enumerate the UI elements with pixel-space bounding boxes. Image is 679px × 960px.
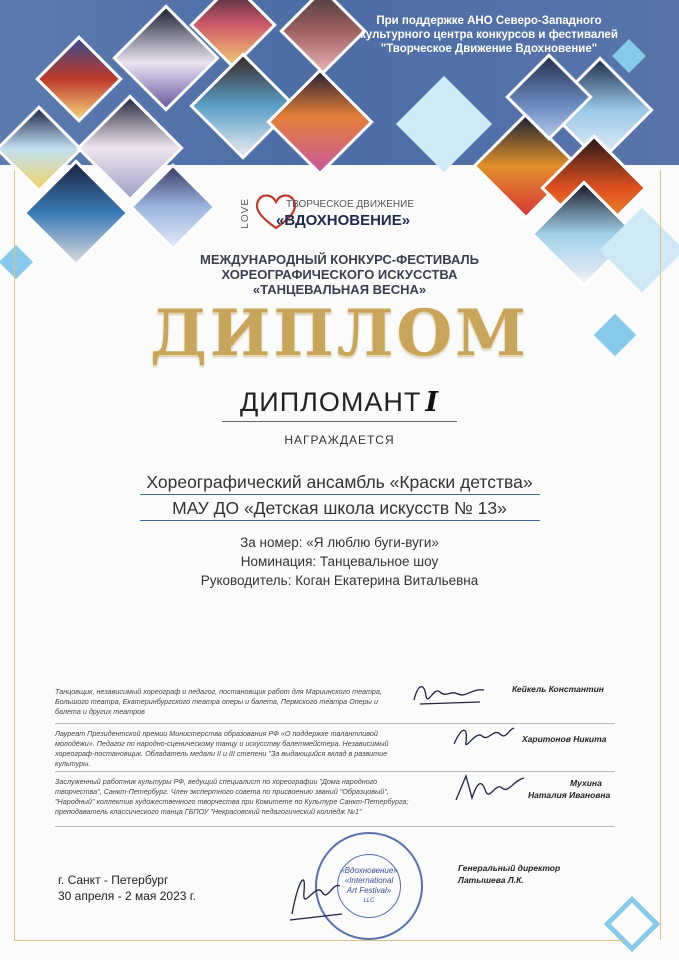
signature-2 <box>448 722 518 754</box>
laureate-text: ДИПЛОМАНТ <box>240 387 422 417</box>
jury-name: Кейкель Константин <box>512 684 604 694</box>
dates-text: 30 апреля - 2 мая 2023 г. <box>58 889 197 903</box>
support-text <box>339 14 639 56</box>
seal-line: «Вдохновение» <box>340 866 398 875</box>
laureate-degree: I <box>425 387 439 418</box>
seal-line: Art Festival» <box>346 886 392 895</box>
winner-line-1: Хореографический ансамбль «Краски детства» <box>146 472 533 492</box>
seal-line: LLC <box>363 898 375 904</box>
city-text: г. Санкт - Петербург <box>58 873 169 887</box>
detail-leader: Руководитель: Коган Екатерина Витальевна <box>200 573 479 588</box>
detail-nomination: Номинация: Танцевальное шоу <box>240 554 439 569</box>
director-block <box>458 862 560 886</box>
jury-name: Наталия Ивановна <box>528 790 611 800</box>
logo-subtitle: ТВОРЧЕСКОЕ ДВИЖЕНИЕ <box>286 199 415 210</box>
jury-description: Заслуженный работник культуры РФ, ведущий специалист по хореографии "Дома народного творчества", Санкт-Петербург. Член экспертного совета по присвоению званий "Образцовый", "Народный" коллектив художественного творчества при Комитете по Культуре Санкт-Петербурга; преподаватель классического танца ГБПОУ "Некрасовский педагогический колледж №1" <box>55 777 409 816</box>
seal-line: «International <box>344 876 394 885</box>
jury-description: Лауреат Президентской премии Министерства образования РФ «О поддержке талантливой молодёжи». Педагог по народно-сценическому танцу и искусству балетмейстера. Независимый хореограф-постановщик. Обладатель медали II и III степени "За выдающийся вклад в развитие культуры. <box>55 729 389 768</box>
city-date <box>58 872 196 904</box>
director-signature <box>282 862 352 924</box>
logo-title: «ВДОХНОВЕНИЕ» <box>276 212 411 229</box>
jury-separator <box>55 771 615 772</box>
jury-name: Мухина <box>570 778 602 788</box>
director-name: Латышева Л.К. <box>458 875 524 885</box>
jury-description: Танцовщик, независимый хореограф и педагог, постановщик работ для Мариинского театра, Большого театра, Екатеринбургского театра оперы и балета, Пермского театра Оперы и балета и других театров <box>55 687 382 716</box>
winner-line-2: МАУ ДО «Детская школа искусств № 13» <box>172 498 507 518</box>
jury-name: Харитонов Никита <box>522 734 607 744</box>
detail-number: За номер: «Я люблю буги-вуги» <box>240 535 439 550</box>
jury-separator <box>55 723 615 724</box>
winner-underline <box>140 494 540 495</box>
jury-separator <box>55 826 615 827</box>
corner-decor <box>604 896 661 953</box>
awarded-label: НАГРАЖДАЕТСЯ <box>284 433 395 447</box>
signature-3 <box>452 770 528 806</box>
support-line: При поддержке АНО Северо-Западного <box>376 15 602 27</box>
festival-line: «ТАНЦЕВАЛЬНАЯ ВЕСНА» <box>252 282 427 297</box>
support-line: культурного центра конкурсов и фестивалей <box>360 29 618 41</box>
director-title: Генеральный директор <box>458 863 561 873</box>
support-line: "Творческое Движение Вдохновение" <box>380 43 598 55</box>
frame-bottom <box>14 940 624 941</box>
festival-line: ХОРЕОГРАФИЧЕСКОГО ИСКУССТВА <box>221 267 458 282</box>
laureate-title <box>0 387 679 418</box>
diploma-title: ДИПЛОМ <box>150 296 529 371</box>
winner-underline <box>140 520 540 521</box>
festival-line: МЕЖДУНАРОДНЫЙ КОНКУРС-ФЕСТИВАЛЬ <box>199 252 480 267</box>
laureate-underline <box>222 421 457 422</box>
logo-love-text: LOVE <box>240 198 251 229</box>
signature-1 <box>410 676 490 710</box>
